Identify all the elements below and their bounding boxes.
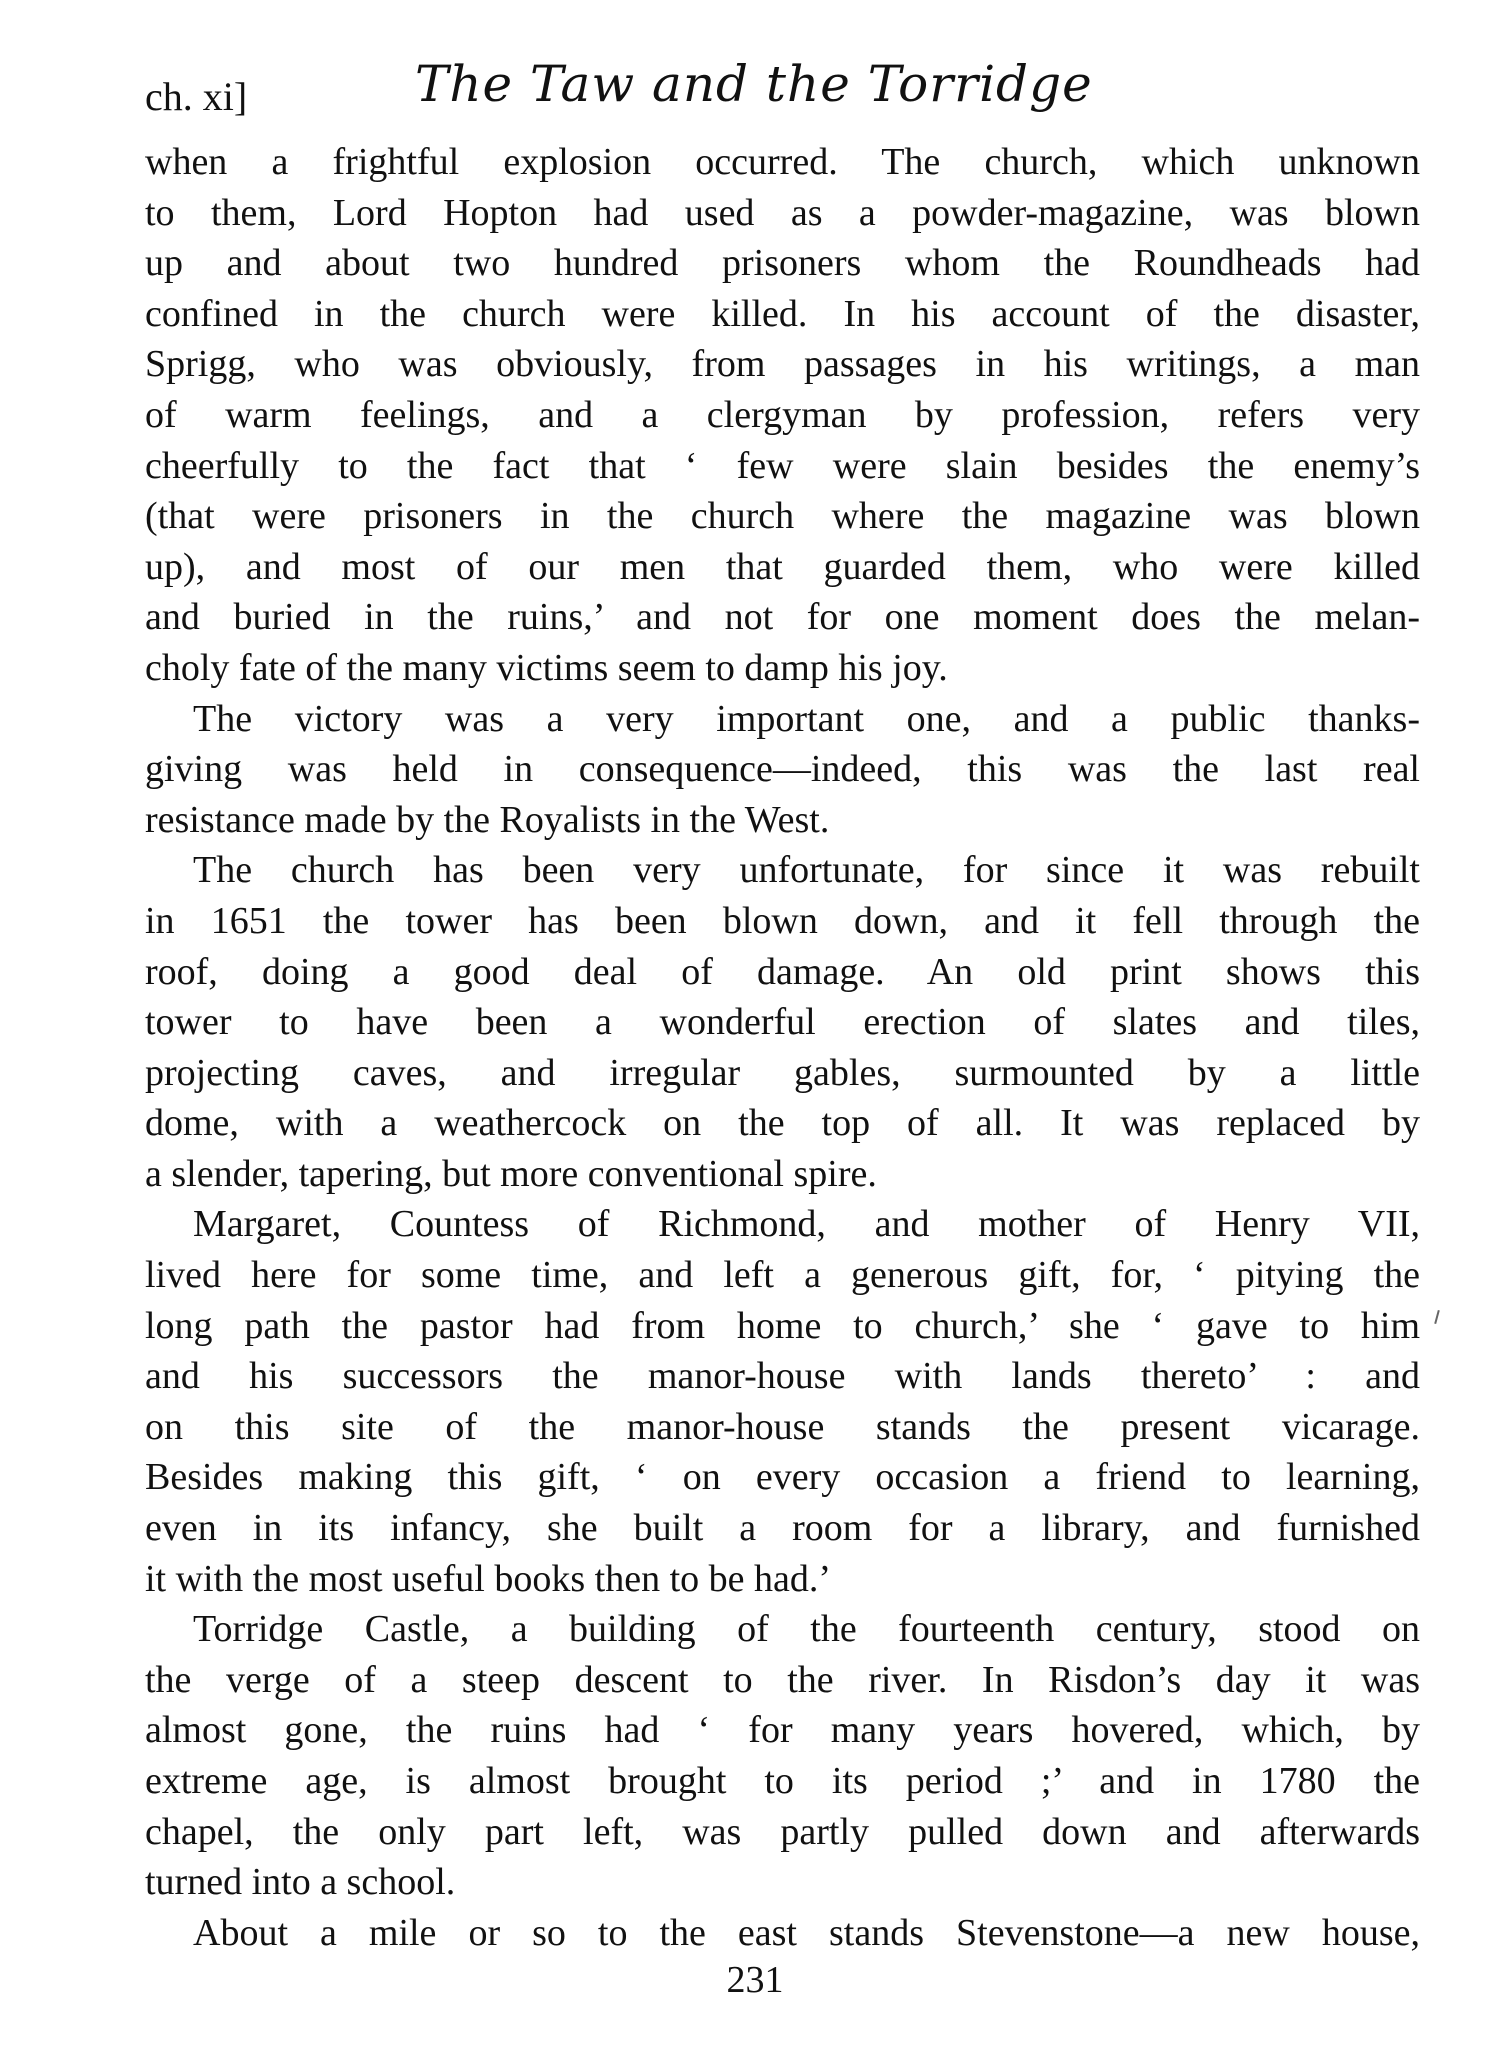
text-line: About a mile or so to the east stands Stevenstone—a new house,: [193, 1911, 1420, 1954]
paragraph: [145, 1199, 1420, 1604]
stray-ink-mark: [1434, 1310, 1440, 1324]
paragraph: [145, 694, 1420, 846]
text-line: The church has been very unfortunate, for since it was rebuilt: [193, 849, 1420, 892]
text-line: tower to have been a wonderful erection of slates and tiles,: [145, 1001, 1420, 1044]
text-line: cheerfully to the fact that ‘ few were slain besides the enemy’s: [145, 444, 1420, 487]
text-line: and his successors the manor-house with lands thereto’ : and: [145, 1355, 1420, 1398]
text-line: chapel, the only part left, was partly pulled down and afterwards: [145, 1810, 1420, 1853]
text-line: up and about two hundred prisoners whom the Roundheads had: [145, 242, 1420, 285]
text-line: when a frightful explosion occurred. The church, which unknown: [145, 141, 1420, 183]
running-header: [145, 55, 1420, 135]
text-line: lived here for some time, and left a generous gift, for, ‘ pitying the: [145, 1254, 1420, 1297]
text-line: and buried in the ruins,’ and not for one moment does the melan-: [145, 596, 1420, 639]
text-line: Torridge Castle, a building of the fourteenth century, stood on: [193, 1608, 1420, 1651]
text-line: projecting caves, and irregular gables, surmounted by a little: [145, 1051, 1420, 1094]
paragraph: [145, 1604, 1420, 1908]
paragraph: [145, 845, 1420, 1199]
text-line: giving was held in consequence—indeed, this was the last real: [145, 748, 1420, 791]
text-line: almost gone, the ruins had ‘ for many years hovered, which, by: [145, 1709, 1420, 1752]
text-line: on this site of the manor-house stands the present vicarage.: [145, 1405, 1420, 1448]
paragraph: [145, 137, 1420, 694]
text-line: resistance made by the Royalists in the West.: [145, 798, 830, 841]
text-line: Sprigg, who was obviously, from passages in his writings, a man: [145, 343, 1420, 386]
text-line: The victory was a very important one, and a public thanks-: [193, 697, 1420, 740]
text-line: in 1651 the tower has been blown down, and it fell through the: [145, 899, 1420, 942]
text-line: it with the most useful books then to be had.’: [145, 1557, 832, 1600]
chapter-marker: ch. xi]: [145, 74, 248, 119]
text-line: a slender, tapering, but more conventional spire.: [145, 1152, 877, 1195]
text-line: (that were prisoners in the church where the magazine was blown: [145, 495, 1420, 538]
text-line: long path the pastor had from home to church,’ she ‘ gave to him: [145, 1304, 1420, 1347]
paragraph: [145, 1908, 1420, 1959]
body-text: [145, 137, 1420, 1958]
text-line: roof, doing a good deal of damage. An old print shows this: [145, 950, 1420, 993]
text-line: choly fate of the many victims seem to damp his joy.: [145, 646, 948, 689]
text-line: extreme age, is almost brought to its period ;’ and in 1780 the: [145, 1760, 1420, 1802]
text-line: Besides making this gift, ‘ on every occasion a friend to learning,: [145, 1456, 1420, 1499]
text-line: of warm feelings, and a clergyman by profession, refers very: [145, 393, 1420, 436]
text-line: dome, with a weathercock on the top of all. It was replaced by: [145, 1102, 1420, 1145]
text-line: up), and most of our men that guarded them, who were killed: [145, 545, 1420, 588]
text-line: even in its infancy, she built a room for a library, and furnished: [145, 1507, 1420, 1550]
page-number: 231: [726, 1959, 784, 2001]
text-line: turned into a school.: [145, 1861, 456, 1904]
text-line: confined in the church were killed. In his account of the disaster,: [145, 292, 1420, 335]
running-title: The Taw and the Torridge: [415, 55, 1093, 113]
text-line: to them, Lord Hopton had used as a powder-magazine, was blown: [145, 191, 1420, 234]
text-line: the verge of a steep descent to the river. In Risdon’s day it was: [145, 1658, 1420, 1701]
text-line: Margaret, Countess of Richmond, and mother of Henry VII,: [193, 1203, 1420, 1246]
